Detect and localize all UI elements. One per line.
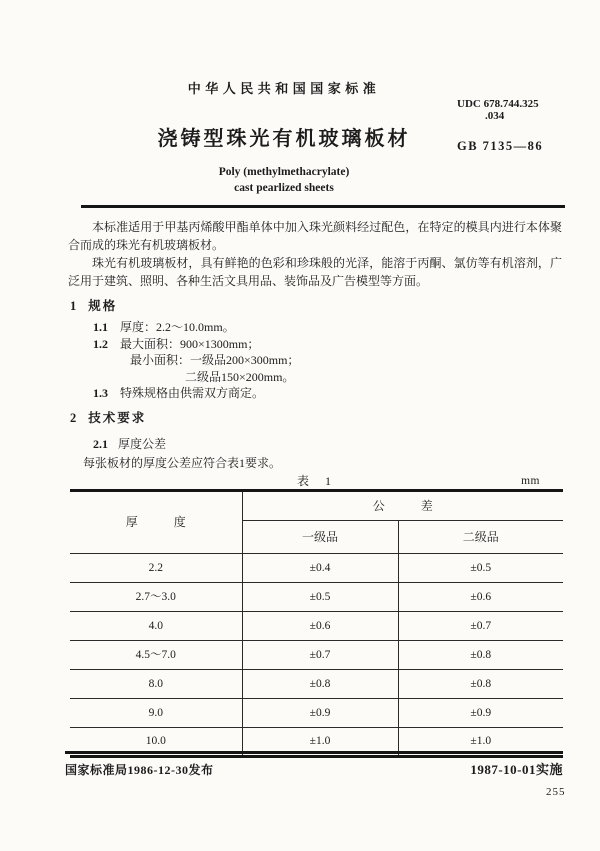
cell-grade1: ±0.9: [242, 698, 398, 727]
table-reference-note: 每张板材的厚度公差应符合表1要求。: [83, 455, 282, 470]
cell-grade2: ±0.8: [398, 669, 563, 698]
table-caption: 表 1: [296, 473, 333, 488]
cell-grade1: ±0.4: [242, 553, 398, 582]
cell-grade2: ±0.6: [398, 582, 563, 611]
table-header-tolerance: 公 差: [242, 490, 563, 520]
doc-title-en-line1: Poly (methylmethacrylate): [218, 166, 350, 178]
table-row: [70, 582, 563, 611]
table-header-thickness: 厚 度: [70, 490, 242, 553]
cell-grade2: ±0.9: [398, 698, 563, 727]
udc-number: [457, 98, 539, 122]
cell-thickness: 10.0: [70, 727, 242, 756]
section-1-heading: [70, 297, 562, 315]
udc-line2: .034: [485, 110, 505, 122]
section-1-title: 规格: [88, 299, 118, 313]
issue-date: 国家标准局1986-12-30发布: [65, 763, 214, 777]
tolerance-table: [70, 489, 563, 758]
footer: [65, 759, 563, 778]
section-2-1-title: 厚度公差: [118, 436, 167, 451]
cell-grade2: ±1.0: [398, 727, 563, 756]
doc-title-zh: 浇铸型珠光有机玻璃板材: [157, 128, 411, 150]
spec-item-1-3-number: 1.3: [93, 386, 108, 400]
spec-item-1-2-cont-1: 最小面积：一级品200×300mm；: [130, 353, 300, 367]
document-body: [68, 218, 562, 758]
section-2-number: 2: [70, 410, 79, 425]
spec-item-1-1: [93, 319, 562, 336]
section-2-title: 技术要求: [88, 410, 147, 425]
cell-grade1: ±1.0: [242, 727, 398, 756]
header-divider: [81, 205, 565, 208]
spec-item-1-2-number: 1.2: [93, 336, 108, 351]
standard-code: GB 7135—86: [457, 139, 544, 153]
spec-item-1-1-number: 1.1: [93, 320, 108, 334]
table-row: [70, 669, 563, 698]
cell-thickness: 9.0: [70, 698, 242, 727]
doc-title-en-line2: cast pearlized sheets: [234, 182, 334, 194]
doc-title-en: [78, 164, 490, 196]
cell-thickness: 4.0: [70, 611, 242, 640]
section-2-1-number: 2.1: [93, 436, 108, 451]
table-unit-label: mm: [521, 474, 540, 487]
cell-grade1: ±0.5: [242, 582, 398, 611]
spec-item-1-2: [93, 336, 562, 353]
udc-line1: UDC 678.744.325: [457, 98, 539, 110]
spec-item-1-3: [93, 385, 562, 402]
page-number: 255: [546, 786, 566, 798]
cell-thickness: 4.5～7.0: [70, 640, 242, 669]
cell-grade1: ±0.8: [242, 669, 398, 698]
section-2-heading: [70, 409, 562, 427]
header: [78, 78, 490, 196]
intro-paragraph-2: 珠光有机玻璃板材，具有鲜艳的色彩和珍珠般的光泽，能溶于丙酮、氯仿等有机溶剂，广泛用于建筑、照明、各种生活文具用品、装饰品及广告模型等方面。: [68, 256, 562, 288]
spec-item-1-2-cont-2: 二级品150×200mm。: [185, 369, 295, 384]
cell-grade2: ±0.5: [398, 553, 563, 582]
spec-item-1-3-text: 特殊规格由供需双方商定。: [120, 386, 265, 400]
intro-paragraph-1: 本标准适用于甲基丙烯酸甲酯单体中加入珠光颜料经过配色，在特定的模具内进行本体聚合而成的珠光有机玻璃板材。: [68, 220, 562, 252]
table-header-grade2: 二级品: [398, 520, 563, 553]
cell-grade2: ±0.8: [398, 640, 563, 669]
table-row: [70, 698, 563, 727]
spec-item-1-1-text: 厚度：2.2～10.0mm。: [120, 320, 235, 334]
cell-grade2: ±0.7: [398, 611, 563, 640]
footer-divider: [65, 751, 563, 754]
implementation-date: 1987-10-01实施: [470, 762, 563, 777]
table-caption-row: [68, 472, 562, 487]
cell-thickness: 8.0: [70, 669, 242, 698]
section-1-number: 1: [70, 299, 79, 313]
cell-thickness: 2.2: [70, 553, 242, 582]
table-row: [70, 611, 563, 640]
cell-grade1: ±0.6: [242, 611, 398, 640]
cell-grade1: ±0.7: [242, 640, 398, 669]
table-row: [70, 553, 563, 582]
cell-thickness: 2.7～3.0: [70, 582, 242, 611]
section-2-1-heading: [93, 436, 562, 453]
standard-name: 中华人民共和国国家标准: [187, 81, 381, 96]
table-row: [70, 640, 563, 669]
table-header-grade1: 一级品: [242, 520, 398, 553]
spec-item-1-2-text: 最大面积：900×1300mm；: [120, 336, 260, 351]
